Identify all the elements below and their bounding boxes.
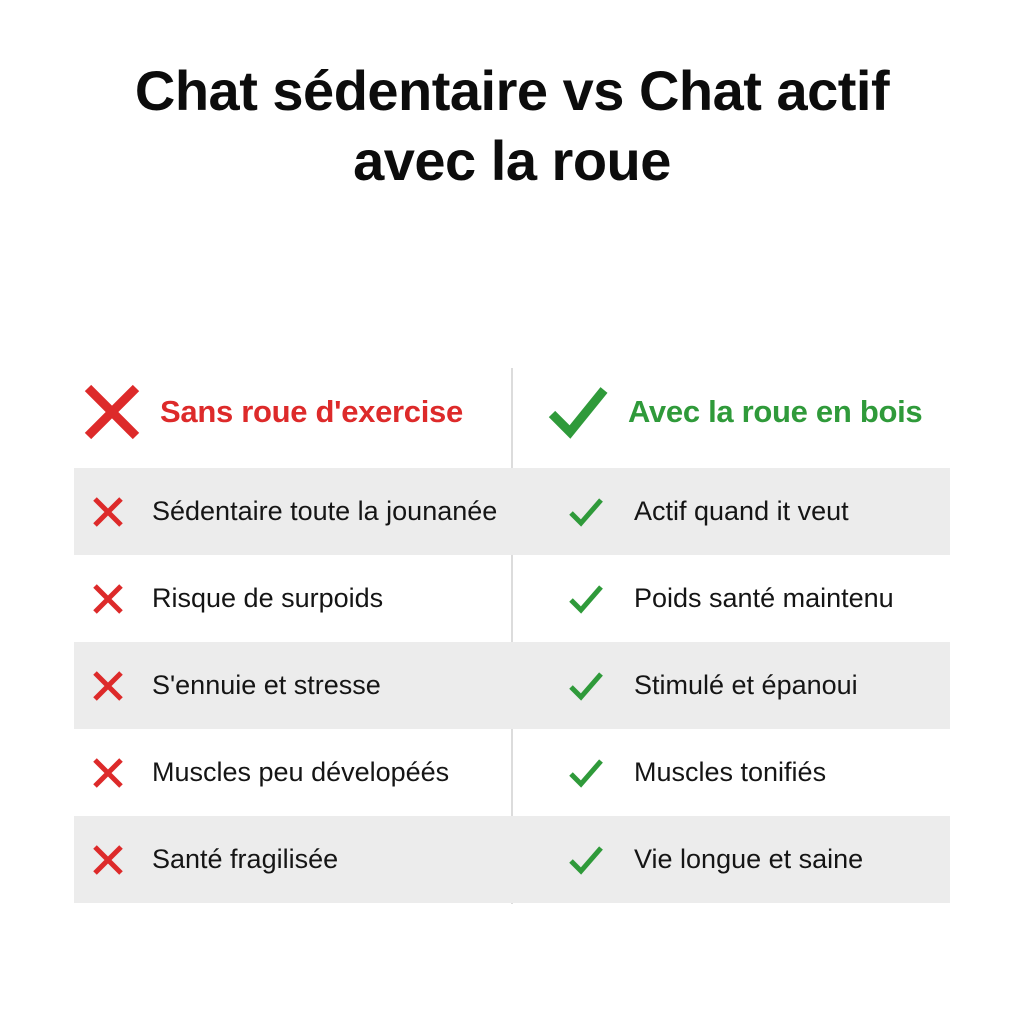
positive-item-label: Muscles tonifiés bbox=[634, 757, 827, 787]
negative-item bbox=[90, 468, 510, 555]
cross-icon bbox=[90, 581, 126, 617]
negative-item-label: Santé fragilisée bbox=[152, 844, 339, 874]
negative-item bbox=[90, 729, 510, 816]
cross-icon bbox=[90, 755, 126, 791]
header-label-without-wheel: Sans roue d'exercise bbox=[160, 394, 463, 429]
table-row bbox=[74, 555, 950, 642]
negative-item bbox=[90, 555, 510, 642]
negative-item-label: Sédentaire toute la jounanée bbox=[152, 496, 498, 526]
positive-item bbox=[568, 729, 948, 816]
negative-item bbox=[90, 642, 510, 729]
table-row bbox=[74, 642, 950, 729]
checkmark-icon bbox=[568, 581, 604, 617]
header-with-wheel bbox=[546, 380, 966, 444]
negative-item-label: Muscles peu dévelopéés bbox=[152, 757, 450, 787]
positive-item bbox=[568, 642, 948, 729]
positive-item-label: Vie longue et saine bbox=[634, 844, 864, 874]
checkmark-icon bbox=[568, 842, 604, 878]
positive-item-label: Stimulé et épanoui bbox=[634, 670, 858, 700]
positive-item bbox=[568, 816, 948, 903]
table-row bbox=[74, 816, 950, 903]
positive-item-label: Poids santé maintenu bbox=[634, 583, 894, 613]
negative-item-label: S'ennuie et stresse bbox=[152, 670, 381, 700]
positive-item bbox=[568, 468, 948, 555]
page-title bbox=[0, 56, 1024, 196]
table-row bbox=[74, 729, 950, 816]
cross-icon bbox=[90, 668, 126, 704]
checkmark-icon bbox=[546, 380, 610, 444]
positive-item-label: Actif quand it veut bbox=[634, 496, 849, 526]
positive-item bbox=[568, 555, 948, 642]
header-without-wheel bbox=[80, 380, 500, 444]
cross-icon bbox=[80, 380, 144, 444]
comparison-table bbox=[74, 468, 950, 903]
title-line-1: Chat sédentaire vs Chat actif bbox=[134, 59, 890, 122]
checkmark-icon bbox=[568, 494, 604, 530]
header-label-with-wheel: Avec la roue en bois bbox=[628, 394, 923, 429]
negative-item-label: Risque de surpoids bbox=[152, 583, 384, 613]
table-row bbox=[74, 468, 950, 555]
cross-icon bbox=[90, 842, 126, 878]
checkmark-icon bbox=[568, 668, 604, 704]
cross-icon bbox=[90, 494, 126, 530]
checkmark-icon bbox=[568, 755, 604, 791]
title-line-2: avec la roue bbox=[353, 129, 671, 192]
negative-item bbox=[90, 816, 510, 903]
